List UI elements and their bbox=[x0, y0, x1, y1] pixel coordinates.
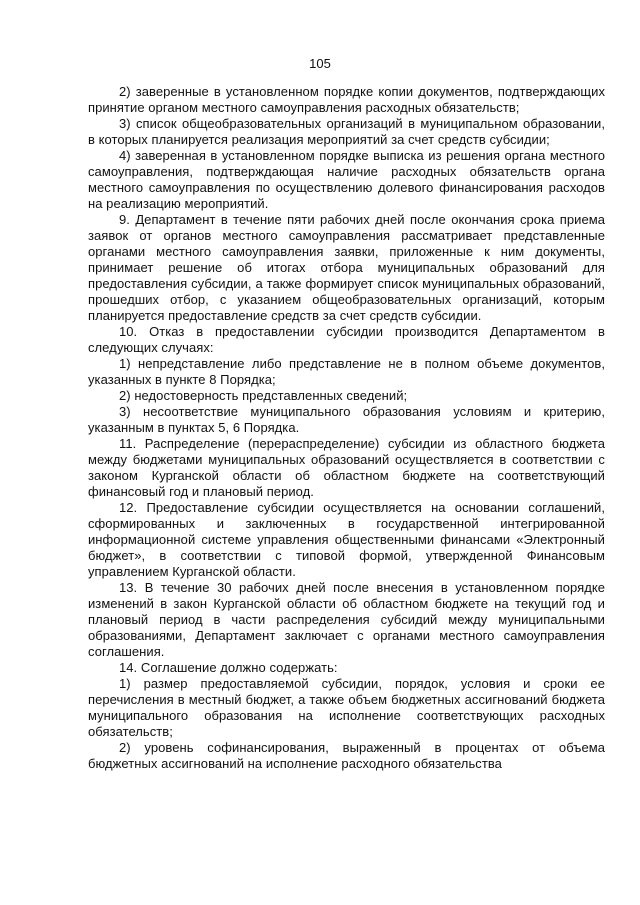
paragraph-clause-9: 9. Департамент в течение пяти рабочих дней после окончания срока приема заявок от органов местного самоуправления рассматривает представленные органами местного самоуправления заявки, приложенные к ним документы, принимает решение об итогах отбора муниципальных образований для предоставления субсидии, а также формирует список муниципальных образований, прошедших отбор, с указанием общеобразовательных организаций, которым планируется предоставление средств за счет средств субсидии. bbox=[88, 212, 605, 323]
paragraph-list-item-4-extract: 4) заверенная в установленном порядке выписка из решения органа местного самоуправления, подтверждающая наличие расходных обязательств органа местного самоуправления по осуществлению долевого финансирования расходов на реализацию мероприятий. bbox=[88, 148, 605, 211]
paragraph-clause-12: 12. Предоставление субсидии осуществляется на основании соглашений, сформированных и заключенных в государственной интегрированной информационной системе управления общественными финансами «Электронный бюджет», в соответствии с типовой формой, утвержденной Финансовым управлением Курганской области. bbox=[88, 500, 605, 579]
paragraph-agreement-item-2: 2) уровень софинансирования, выраженный в процентах от объема бюджетных ассигнований на исполнение расходного обязательства bbox=[88, 740, 605, 771]
paragraph-clause-14: 14. Соглашение должно содержать: bbox=[119, 660, 338, 675]
paragraph-clause-13: 13. В течение 30 рабочих дней после внесения в установленном порядке изменений в закон Курганской области об областном бюджете на текущий год и плановый период в части распределения субсидий между муниципальными образованиями, Департамент заключает с органами местного самоуправления соглашения. bbox=[88, 580, 605, 659]
page-number: 105 bbox=[309, 56, 331, 71]
paragraph-list-item-2-copies: 2) заверенные в установленном порядке копии документов, подтверждающих принятие органом местного самоуправления расходных обязательств; bbox=[88, 84, 605, 115]
paragraph-clause-11: 11. Распределение (перераспределение) субсидии из областного бюджета между бюджетами муниципальных образований осуществляется в соответствии с законом Курганской области об областном бюджете на соответствующий финансовый год и плановый период. bbox=[88, 436, 605, 499]
paragraph-list-item-3-schools: 3) список общеобразовательных организаций в муниципальном образовании, в которых планируется реализация мероприятий за счет средств субсидии; bbox=[88, 116, 605, 147]
paragraph-refusal-reason-1: 1) непредставление либо представление не в полном объеме документов, указанных в пункте 8 Порядка; bbox=[88, 356, 605, 387]
paragraph-refusal-reason-3: 3) несоответствие муниципального образования условиям и критерию, указанным в пунктах 5, 6 Порядка. bbox=[88, 404, 605, 435]
paragraph-clause-10: 10. Отказ в предоставлении субсидии производится Департаментом в следующих случаях: bbox=[88, 324, 605, 355]
paragraph-refusal-reason-2: 2) недостоверность представленных сведений; bbox=[119, 388, 408, 403]
paragraph-agreement-item-1: 1) размер предоставляемой субсидии, порядок, условия и сроки ее перечисления в местный бюджет, а также объем бюджетных ассигнований бюджета муниципального образования на исполнение соответствующих расходных обязательств; bbox=[88, 676, 605, 739]
document-body bbox=[88, 84, 605, 772]
